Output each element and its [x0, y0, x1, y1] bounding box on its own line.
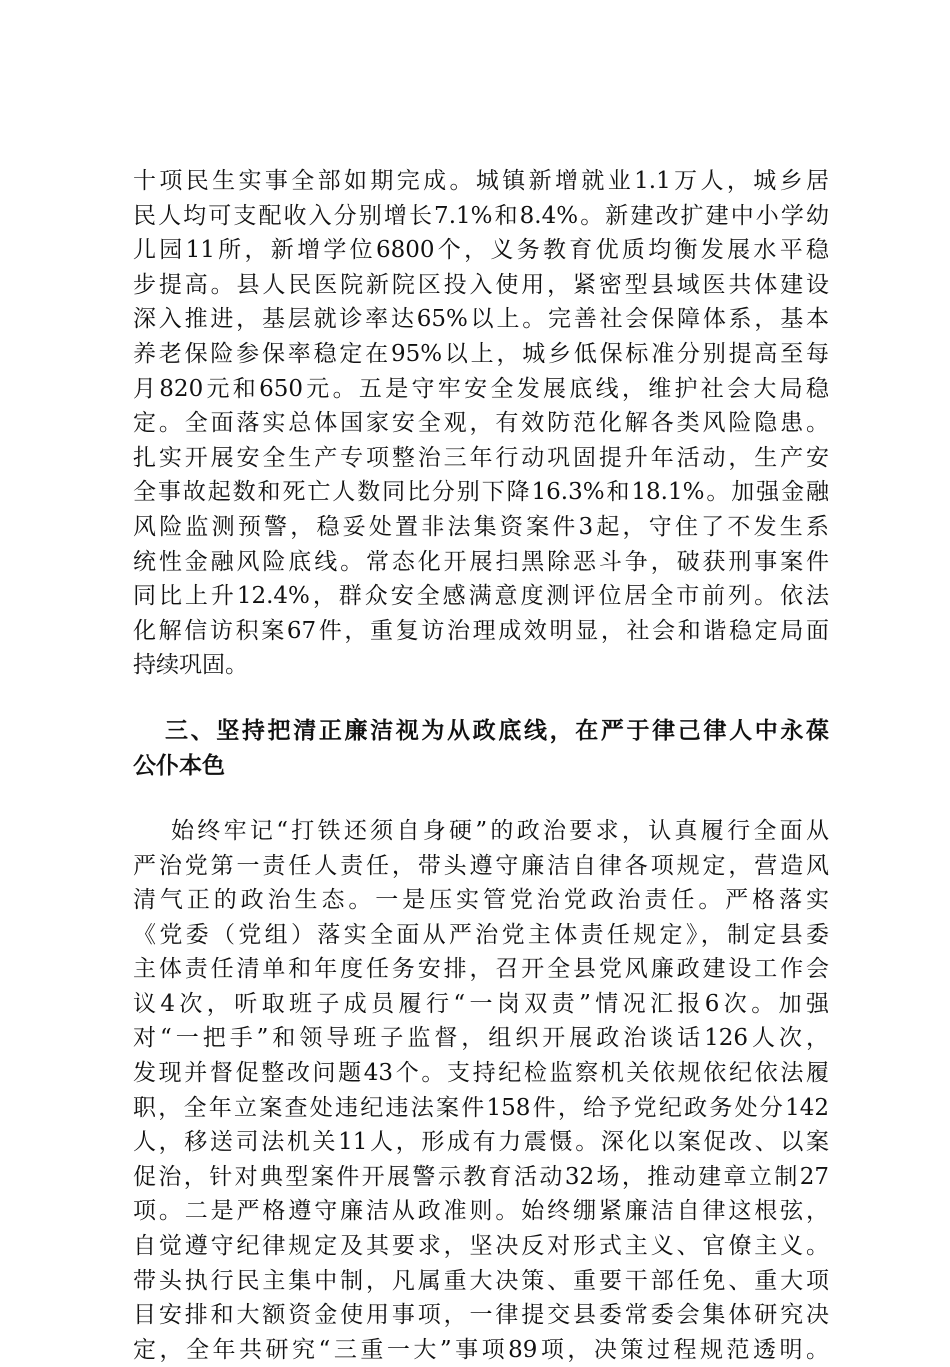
text-line: 自觉遵守纪律规定及其要求，坚决反对形式主义、官僚主义。	[133, 1233, 829, 1260]
text-line: 儿园11所，新增学位6800个，义务教育优质均衡发展水平稳	[133, 237, 829, 264]
text-line: 步提高。县人民医院新院区投入使用，紧密型县域医共体建设	[133, 271, 829, 298]
section-heading-three	[133, 714, 829, 784]
document-body	[133, 164, 829, 1367]
text-line: 十项民生实事全部如期完成。城镇新增就业1.1万人，城乡居	[133, 168, 829, 194]
heading-line: 三、坚持把清正廉洁视为从政底线，在严于律己律人中永葆	[165, 717, 829, 744]
text-line: 月820元和650元。五是守牢安全发展底线，维护社会大局稳	[133, 375, 829, 402]
text-line: 全事故起数和死亡人数同比分别下降16.3%和18.1%。加强金融	[133, 479, 829, 506]
text-line: 人，移送司法机关11人，形成有力震慑。深化以案促改、以案	[133, 1129, 829, 1156]
text-line: 统性金融风险底线。常态化开展扫黑除恶斗争，破获刑事案件	[133, 548, 829, 575]
text-line: 民人均可支配收入分别增长7.1%和8.4%。新建改扩建中小学幼	[133, 202, 829, 229]
text-line: 深入推进，基层就诊率达65%以上。完善社会保障体系，基本	[133, 306, 829, 333]
paragraph-livelihood-security	[133, 164, 829, 683]
text-line: 《党委（党组）落实全面从严治党主体责任规定》，制定县委	[133, 921, 829, 948]
text-line: 始终牢记“打铁还须自身硬”的政治要求，认真履行全面从	[171, 817, 829, 844]
text-line: 促治，针对典型案件开展警示教育活动32场，推动建章立制27	[133, 1163, 829, 1190]
text-line: 化解信访积案67件，重复访治理成效明显，社会和谐稳定局面	[133, 617, 829, 644]
text-line: 扎实开展安全生产专项整治三年行动巩固提升年活动，生产安	[133, 444, 829, 471]
text-line: 议4次，听取班子成员履行“一岗双责”情况汇报6次。加强	[133, 990, 829, 1017]
text-line: 带头执行民主集中制，凡属重大决策、重要干部任免、重大项	[133, 1267, 829, 1294]
text-line: 严治党第一责任人责任，带头遵守廉洁自律各项规定，营造风	[133, 852, 829, 879]
heading-line: 公仆本色	[133, 752, 225, 779]
text-line: 持续巩固。	[133, 652, 248, 679]
text-line: 同比上升12.4%，群众安全感满意度测评位居全市前列。依法	[133, 583, 829, 610]
text-line: 清气正的政治生态。一是压实管党治党政治责任。严格落实	[133, 887, 829, 914]
text-line: 风险监测预警，稳妥处置非法集资案件3起，守住了不发生系	[133, 513, 829, 540]
text-line: 项。二是严格遵守廉洁从政准则。始终绷紧廉洁自律这根弦，	[133, 1198, 829, 1225]
text-line: 职，全年立案查处违纪违法案件158件，给予党纪政务处分142	[133, 1094, 829, 1121]
text-line: 对“一把手”和领导班子监督，组织开展政治谈话126人次，	[133, 1025, 829, 1052]
text-line: 定。全面落实总体国家安全观，有效防范化解各类风险隐患。	[133, 410, 829, 437]
text-line: 养老保险参保率稳定在95%以上，城乡低保标准分别提高至每	[133, 340, 829, 367]
text-line: 发现并督促整改问题43个。支持纪检监察机关依规依纪依法履	[133, 1060, 829, 1087]
paragraph-integrity	[133, 814, 829, 1367]
text-line: 定，全年共研究“三重一大”事项89项，决策过程规范透明。	[133, 1336, 829, 1363]
text-line: 主体责任清单和年度任务安排，召开全县党风廉政建设工作会	[133, 956, 829, 983]
text-line: 目安排和大额资金使用事项，一律提交县委常委会集体研究决	[133, 1302, 829, 1329]
